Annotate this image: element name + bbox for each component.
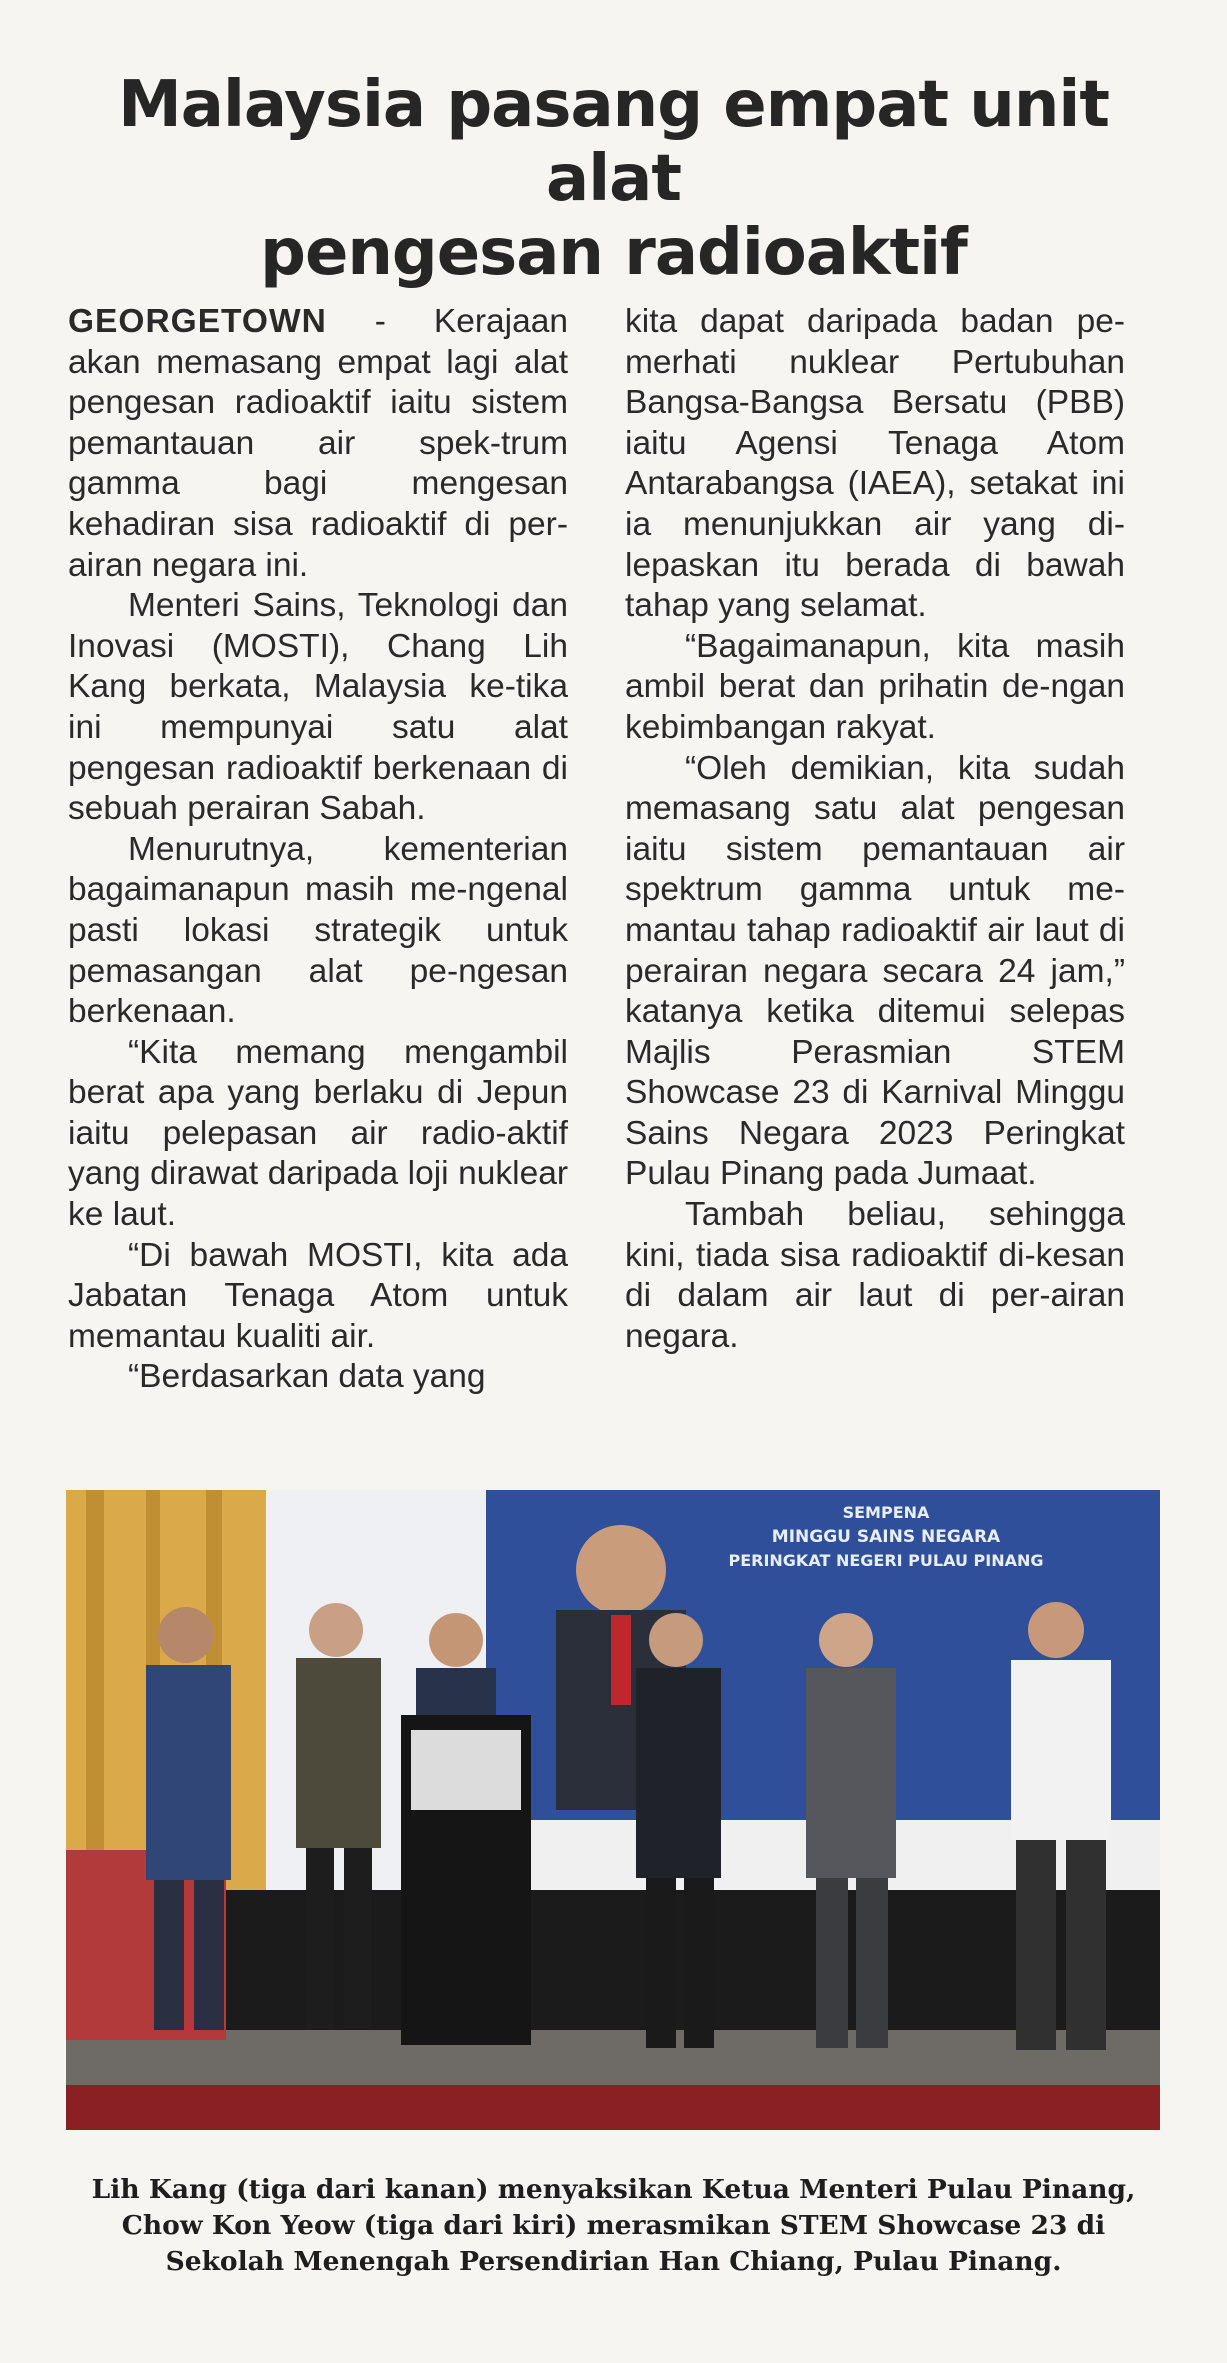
paragraph: “Berdasarkan data yang	[128, 1358, 486, 1396]
headline-line-2: pengesan radioaktif	[260, 216, 967, 290]
caption-line-3: Sekolah Menengah Persendirian Han Chiang, Pulau Pinang.	[165, 2246, 1062, 2277]
paragraph: Menteri Sains, Teknologi dan Inovasi (MOSTI), Chang Lih Kang berkata, Malaysia ke-tika ini mempunyai satu alat pengesan radioaktif berkenaan di sebuah perairan Sabah.	[68, 587, 568, 828]
banner-line-1: SEMPENA	[842, 1503, 930, 1522]
dateline: GEORGETOWN	[68, 303, 327, 340]
caption-line-1: Lih Kang (tiga dari kanan) menyaksikan Ketua Menteri Pulau Pinang,	[91, 2174, 1136, 2205]
caption-line-2: Chow Kon Yeow (tiga dari kiri) merasmikan STEM Showcase 23 di	[121, 2210, 1106, 2241]
paragraph: “Kita memang mengambil berat apa yang berlaku di Jepun iaitu pelepasan air radio-aktif yang dirawat daripada loji nuklear ke laut.	[68, 1033, 568, 1234]
paragraph: Menurutnya, kementerian bagaimanapun masih me-ngenal pasti lokasi strategik untuk pemasangan alat pe-ngesan berkenaan.	[68, 830, 568, 1031]
photo-caption	[60, 2172, 1167, 2280]
photo-illustration	[66, 1490, 1160, 2130]
lead-text: - Kerajaan akan memasang empat lagi alat pengesan radioaktif iaitu sistem pemantauan air spek-trum gamma bagi mengesan kehadiran sisa radioaktif di per-airan negara ini.	[68, 303, 568, 584]
paragraph: “Oleh demikian, kita sudah memasang satu alat pengesan iaitu sistem pemantauan air spektrum gamma untuk me-mantau tahap radioaktif air laut di perairan negara secara 24 jam,” katanya ketika ditemui selepas Majlis Perasmian STEM Showcase 23 di Karnival Minggu Sains Negara 2023 Peringkat Pulau Pinang pada Jumaat.	[625, 749, 1125, 1193]
banner-line-3: PERINGKAT NEGERI PULAU PINANG	[728, 1551, 1044, 1570]
paragraph: kita dapat daripada badan pe-merhati nuklear Pertubuhan Bangsa-Bangsa Bersatu (PBB) iaitu Agensi Tenaga Atom Antarabangsa (IAEA), setakat ini ia menunjukkan air yang di-lepaskan itu berada di bawah tahap yang selamat.	[625, 303, 1125, 625]
paragraph: “Bagaimanapun, kita masih ambil berat dan prihatin de-ngan kebimbangan rakyat.	[625, 627, 1125, 746]
paragraph: Tambah beliau, sehingga kini, tiada sisa radioaktif di-kesan di dalam air laut di per-airan negara.	[625, 1196, 1125, 1355]
banner-line-2: MINGGU SAINS NEGARA	[771, 1527, 1001, 1547]
headline	[60, 68, 1167, 290]
headline-line-1: Malaysia pasang empat unit alat	[118, 68, 1109, 216]
paragraph: “Di bawah MOSTI, kita ada Jabatan Tenaga Atom untuk memantau kualiti air.	[68, 1236, 568, 1355]
lead-paragraph	[68, 302, 568, 586]
event-photo	[66, 1490, 1160, 2130]
article-column-right	[625, 302, 1125, 1357]
article-column-left	[68, 302, 568, 1398]
carpet	[66, 2080, 1160, 2130]
